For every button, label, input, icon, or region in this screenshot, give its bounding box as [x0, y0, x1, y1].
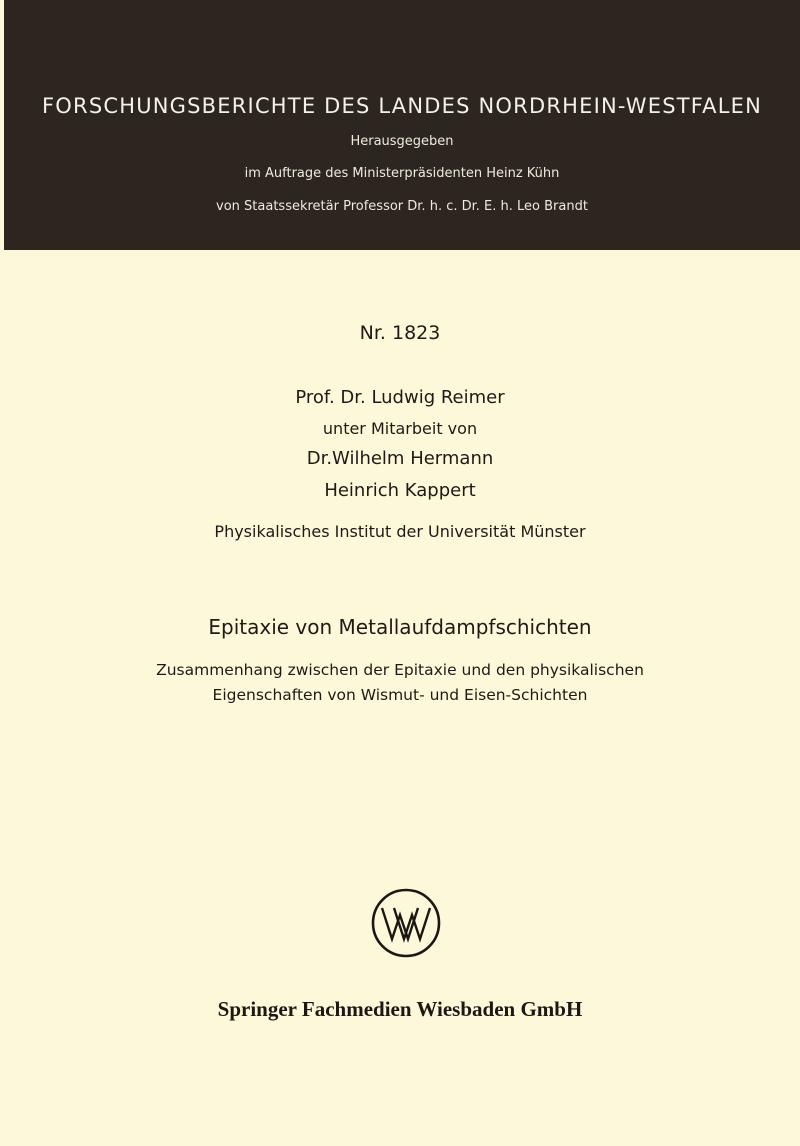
- editor-line-1: Herausgegeben: [350, 134, 454, 149]
- institute: Physikalisches Institut der Universität Münster: [214, 522, 586, 541]
- book-title: Epitaxie von Metallaufdampfschichten: [208, 615, 592, 639]
- editor-line-3: von Staatssekretär Professor Dr. h. c. Dr. E. h. Leo Brandt: [216, 199, 588, 214]
- publisher-name: Springer Fachmedien Wiesbaden GmbH: [217, 997, 583, 1021]
- coauthor-2: Heinrich Kappert: [324, 480, 476, 501]
- collaboration-note: unter Mitarbeit von: [322, 419, 478, 438]
- report-number: Nr. 1823: [359, 322, 441, 344]
- subtitle-line-1: Zusammenhang zwischen der Epitaxie und den physikalischen: [156, 661, 644, 679]
- coauthor-1: Dr.Wilhelm Hermann: [306, 448, 494, 469]
- subtitle-line-2: Eigenschaften von Wismut- und Eisen-Schichten: [212, 686, 588, 704]
- series-title: FORSCHUNGSBERICHTE DES LANDES NORDRHEIN-WESTFALEN: [42, 94, 762, 118]
- author: Prof. Dr. Ludwig Reimer: [295, 387, 505, 408]
- editor-line-2: im Auftrage des Ministerpräsidenten Heinz Kühn: [244, 166, 560, 181]
- header-band: [4, 0, 800, 250]
- publisher-logo-icon: [370, 887, 442, 959]
